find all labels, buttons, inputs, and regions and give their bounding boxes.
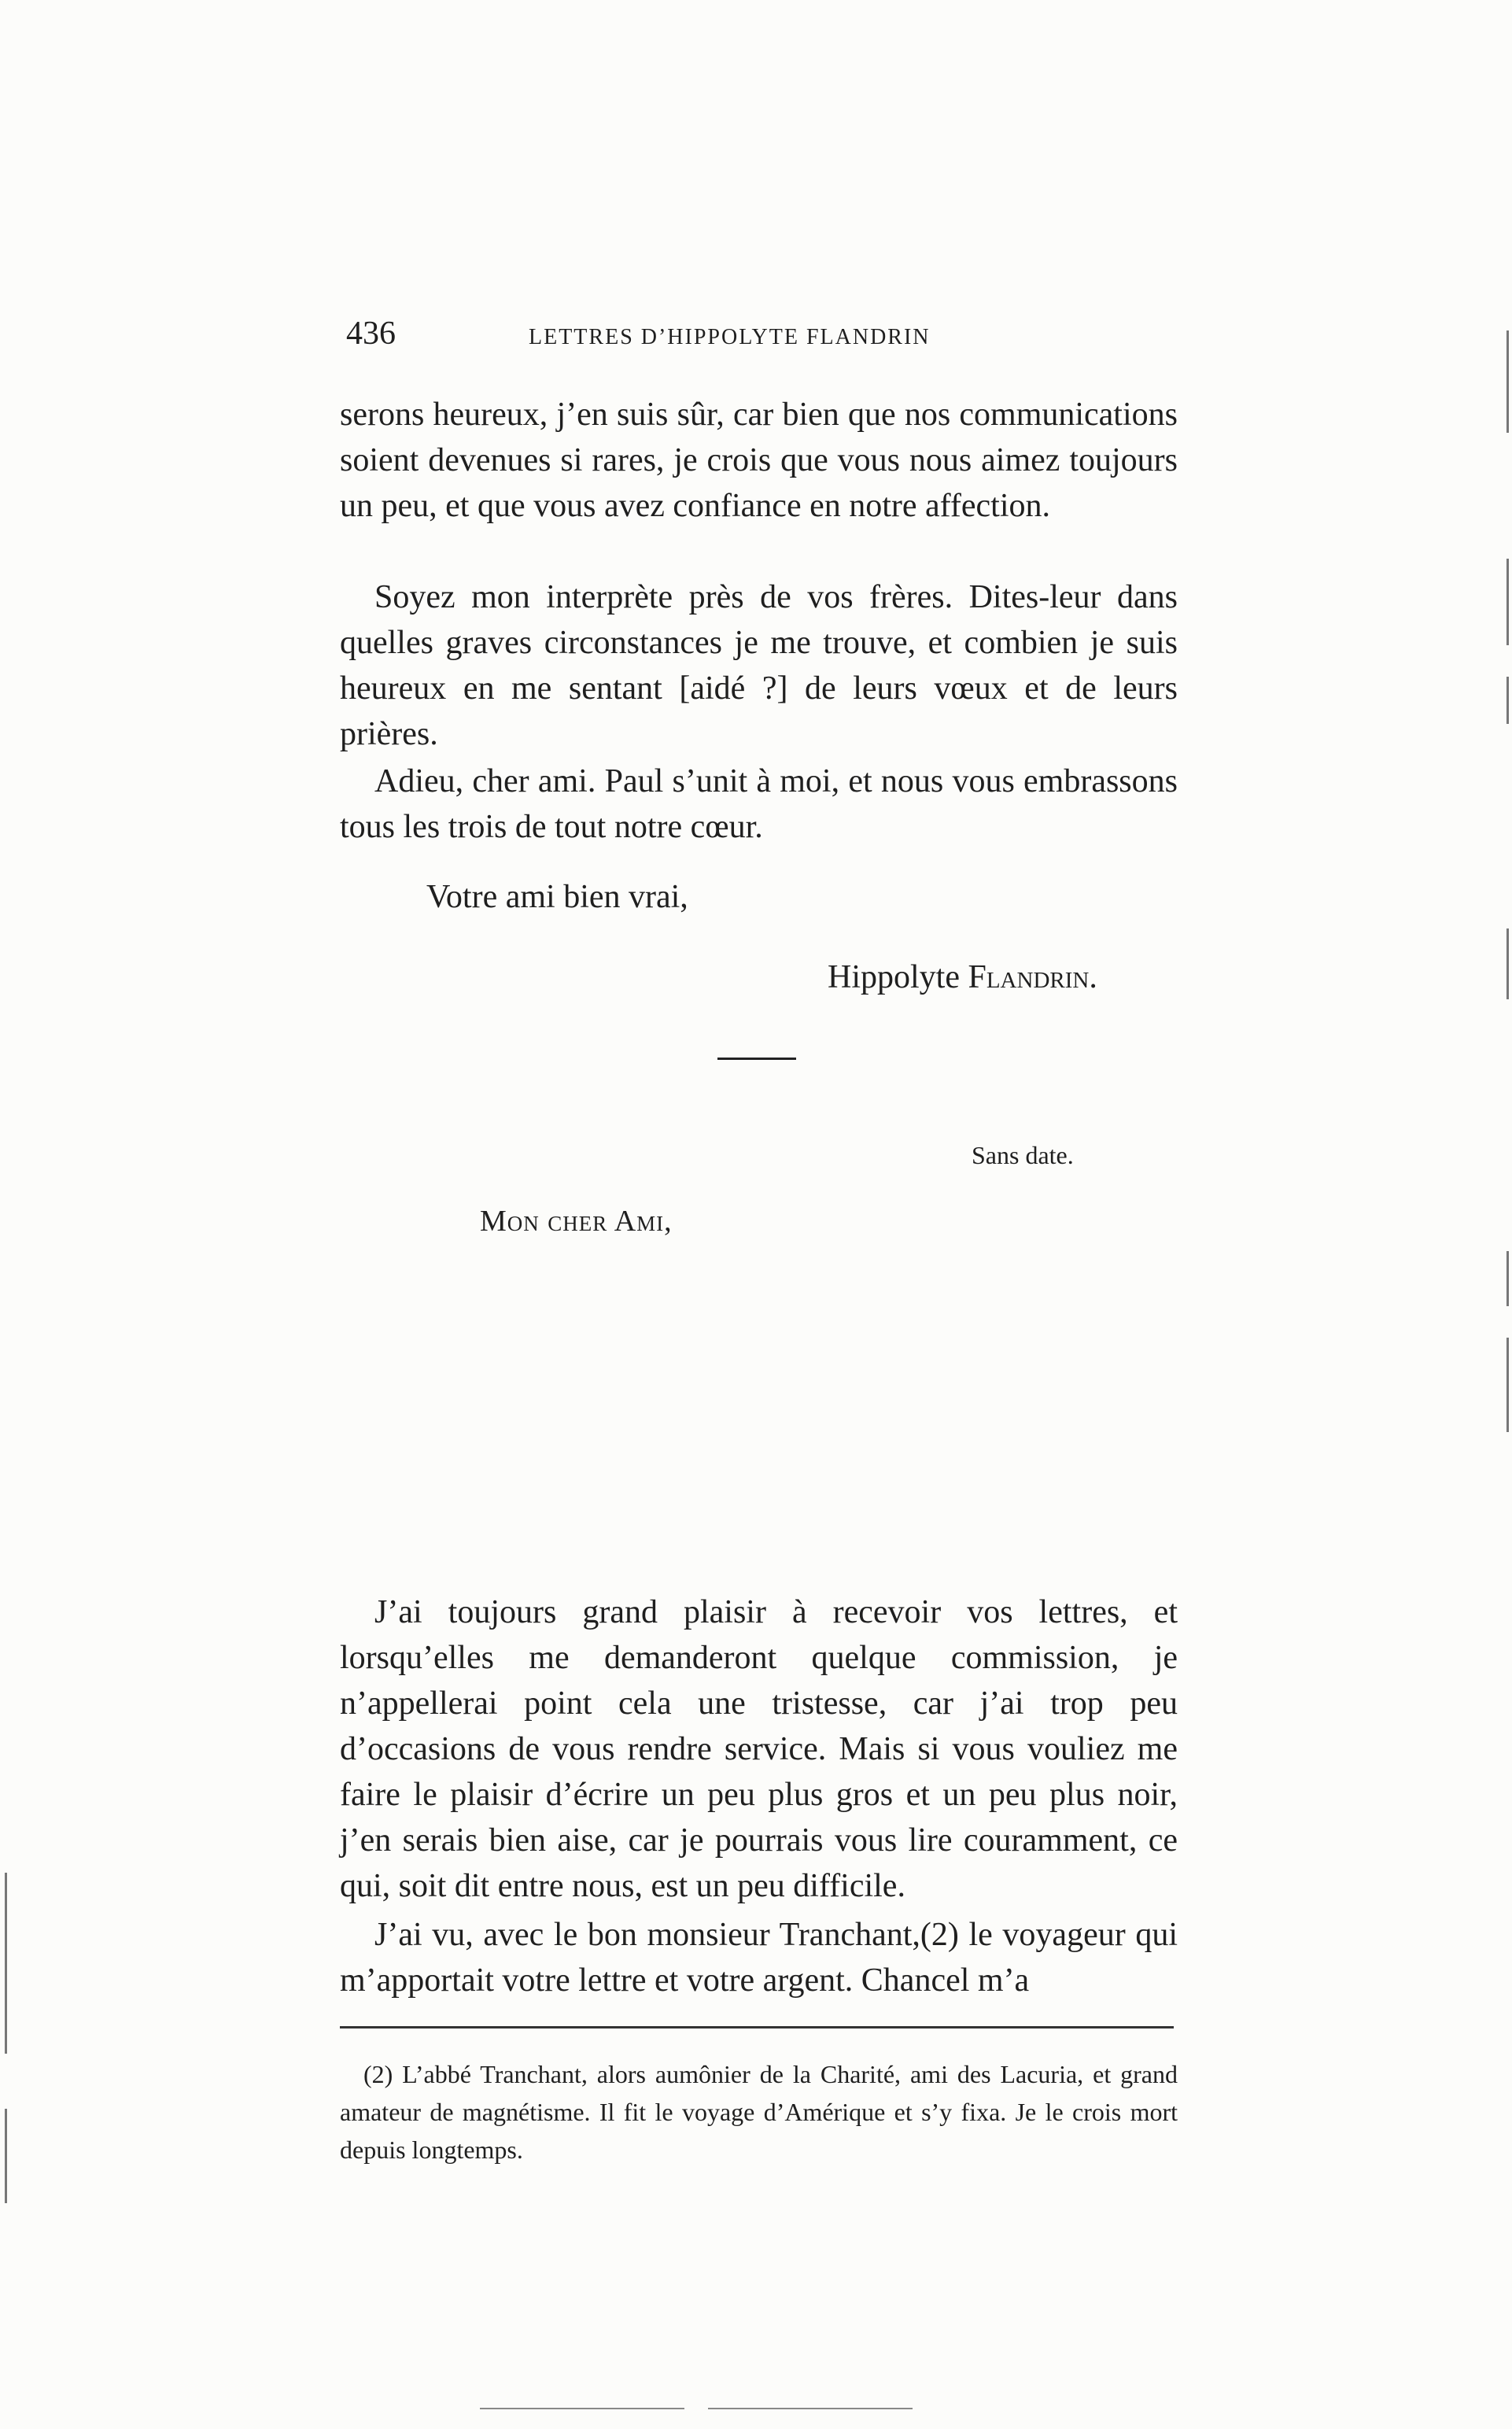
signature-first-name: Hippolyte — [828, 959, 960, 995]
running-title: LETTRES D’HIPPOLYTE FLANDRIN — [529, 325, 931, 349]
scan-edge-mark — [1506, 559, 1509, 645]
scan-edge-mark — [1506, 1338, 1509, 1432]
signature — [828, 958, 1097, 996]
scan-bottom-mark — [708, 2408, 913, 2409]
scan-bottom-mark — [480, 2408, 684, 2409]
paragraph-continued: serons heureux, j’en suis sûr, car bien que nos communications soient devenues si rares, je crois que vous nous aimez toujours un peu, et que vous avez confiance en notre affection. — [340, 397, 1178, 524]
scan-edge-mark — [1506, 1251, 1509, 1306]
paragraph-letters: J’ai toujours grand plaisir à recevoir vos lettres, et lorsqu’elles me demanderont quelque commission, je n’appellerai point cela une tristesse, car j’ai trop peu d’occasions de vous rendre service. Mais si vous vouliez me faire le plaisir d’écrire un peu plus gros et un peu plus noir, j’en serais bien aise, car je pourrais vous lire couramment, ce qui, soit dit entre nous, est un peu difficile. — [340, 1594, 1178, 1904]
page-number: 436 — [346, 316, 396, 352]
scan-edge-mark — [1506, 677, 1509, 724]
footnote: (2) L’abbé Tranchant, alors aumônier de la Charité, ami des Lacuria, et grand amateur de magnétisme. Il fit le voyage d’Amérique et s’y fixa. Je le crois mort depuis longtemps. — [340, 2060, 1178, 2164]
letter-date: Sans date. — [972, 1141, 1074, 1169]
running-head — [340, 315, 1178, 362]
paragraph-interpreter: Soyez mon interprète près de vos frères. Dites-leur dans quelles graves circonstances je me trouve, et combien je suis heureux en me sentant [aidé ?] de leurs vœux et de leurs prières. — [340, 579, 1178, 752]
scan-edge-mark — [1506, 330, 1509, 433]
scan-edge-mark — [5, 2109, 7, 2203]
paragraph-farewell: Adieu, cher ami. Paul s’unit à moi, et nous vous embrassons tous les trois de tout notre cœur. — [340, 763, 1178, 845]
letter-separator-rule — [717, 1058, 796, 1060]
signature-last-name: Flandrin. — [968, 959, 1097, 995]
scan-edge-mark — [5, 1873, 7, 2054]
salutation: Mon cher Ami, — [480, 1205, 673, 1238]
letter-closing: Votre ami bien vrai, — [426, 879, 688, 915]
footnote-rule — [340, 2026, 1174, 2028]
scan-edge-mark — [1506, 928, 1509, 999]
paragraph-tranchant: J’ai vu, avec le bon monsieur Tranchant,(2) le voyageur qui m’apportait votre lettre et votre argent. Chancel m’a — [340, 1917, 1178, 1999]
